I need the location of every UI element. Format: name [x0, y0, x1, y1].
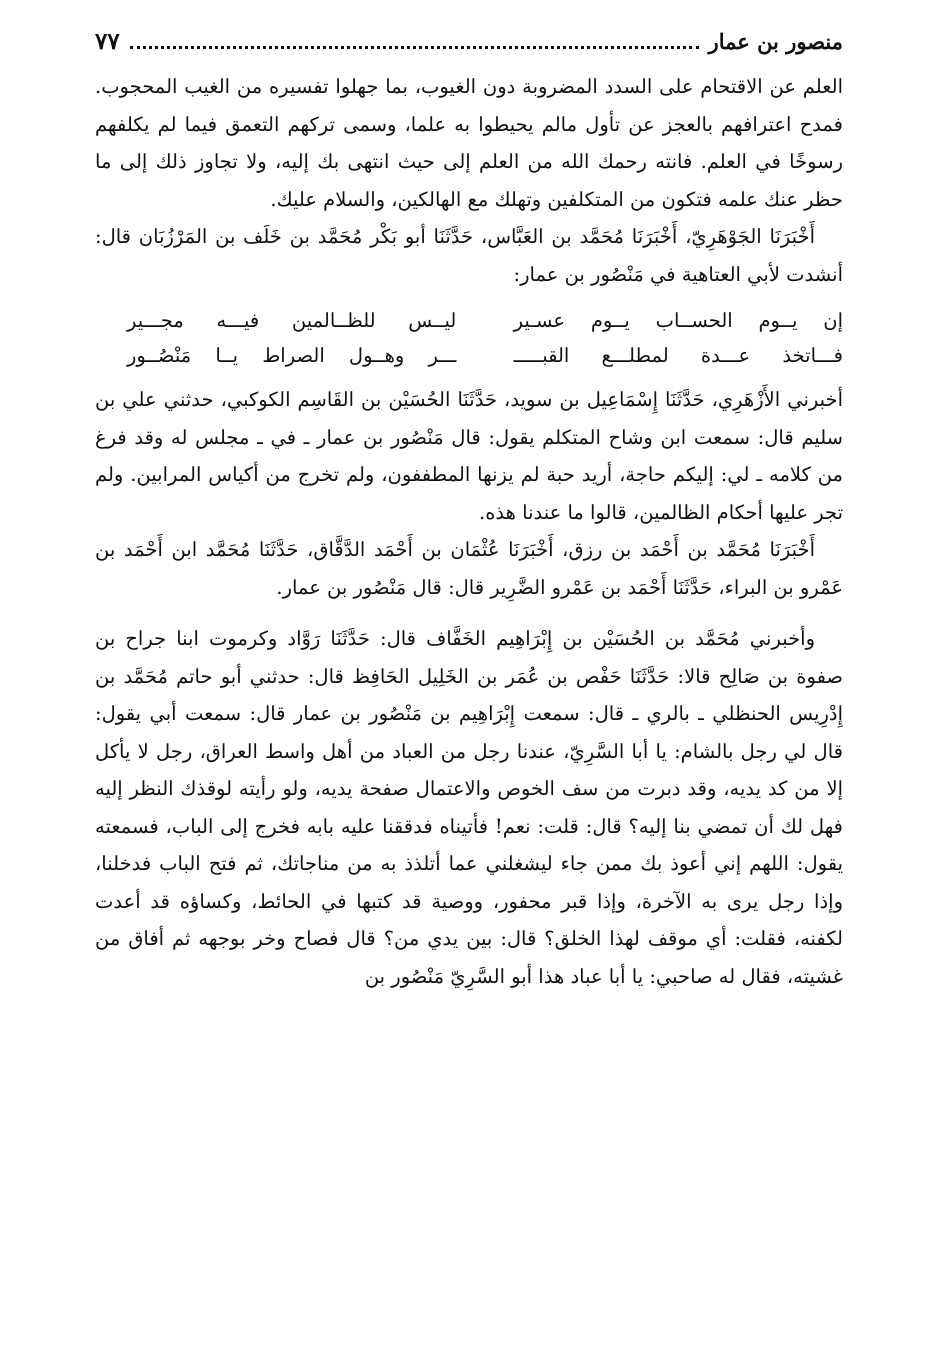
paragraph-continuation: العلم عن الاقتحام على السدد المضروبة دون الغيوب، بما جهلوا تفسيره من الغيب المحجوب. فمدح اعترافهم بالعجز عن تأول مالم يحيطوا به علما، وسمى تركهم التعمق فيما لم يكلفهم رسوخًا في العلم. فانته رحمك الله من العلم إلى حيث انتهى بك إليه، ولا تجاوز ذلك إلى ما حظر عنك علمه فتكون من المتكلفين وتهلك مع الهالكين، والسلام عليك. — [95, 75, 843, 211]
paragraph-narration: أَخْبَرَنَا الجَوْهَرِيّ، أَخْبَرَنَا مُحَمَّد بن العَبَّاس، حَدَّثَنَا أبو بَكْر مُحَمَّد بن خَلَف بن المَرْزُبَان قال: أنشدت لأبي العتاهية في مَنْصُور بن عمار: — [95, 225, 843, 286]
poem — [95, 303, 843, 373]
header-dotted-leader — [130, 34, 699, 49]
page-number: ٧٧ — [95, 28, 120, 55]
verse-second-hemistich: ليــس للظــالمين فيـــه مجـــير — [127, 309, 457, 332]
poem-verse — [95, 303, 843, 338]
book-page — [95, 28, 843, 995]
running-title: منصور بن عمار — [708, 29, 843, 54]
verse-second-hemistich: ـــر وهــول الصراط يــا مَنْصُــور — [127, 344, 457, 367]
page-header — [95, 28, 843, 68]
poem-verse — [95, 338, 843, 373]
paragraph-narration: أخبرني الأَزْهَرِي، حَدَّثَنَا إِسْمَاعِيل بن سويد، حَدَّثَنَا الحُسَيْن بن القَاسِم الكوكبي، حدثني علي بن سليم قال: سمعت ابن وشاح المتكلم يقول: قال مَنْصُور بن عمار ـ في ـ مجلس له وقد فرغ من كلامه ـ لي: إليكم حاجة، أريد حبة لم يزنها المطففون، ولم تخرج من أكياس المرابين. ولم تجر عليها أحكام الظالمين، قالوا ما عندنا هذه. — [95, 388, 843, 524]
paragraph-narration: أَخْبَرَنَا مُحَمَّد بن أَحْمَد بن رزق، أَخْبَرَنَا عُثْمَان بن أَحْمَد الدَّقَّاق، حَدَّثَنَا مُحَمَّد ابن أَحْمَد بن عَمْرو بن البراء، حَدَّثَنَا أَحْمَد بن عَمْرو الضَّرِير قال: قال مَنْصُور بن عمار. — [95, 538, 843, 599]
verse-first-hemistich: إن يــوم الحســاب يــوم عسـير — [513, 309, 843, 332]
verse-first-hemistich: فـــاتخذ عـــدة لمطلـــع القبـــــ — [513, 344, 843, 367]
paragraph-narration: وأخبرني مُحَمَّد بن الحُسَيْن بن إِبْرَاهِيم الخَفَّاف قال: حَدَّثَنَا رَوَّاد وكرموت ابنا جراح بن صفوة بن صَالِح قالا: حَدَّثَنَا حَفْص بن عُمَر بن الخَلِيل الحَافِظ قال: حدثني أبو حاتم مُحَمَّد بن إِدْرِيس الحنظلي ـ بالري ـ قال: سمعت إِبْرَاهِيم بن مَنْصُور بن عمار قال: سمعت أبي يقول: قال لي رجل بالشام: يا أبا السَّرِيّ، عندنا رجل من العباد من أهل واسط العراق، رجل لا يأكل إلا من كد يديه، وقد دبرت من سف الخوص والاعتمال صفحة يديه، ولو رأيته لوقذك النظر إليه فهل لك أن تمضي بنا إليه؟ قال: قلت: نعم! فأتيناه فدققنا عليه بابه فخرج إلى الباب، فسمعته يقول: اللهم إني أعوذ بك ممن جاء ليشغلني عما أتلذذ به من مناجاتك، ثم فتح الباب فدخلنا، وإذا رجل يرى به الآخرة، وإذا قبر محفور، ووصية قد كتبها في الحائط، وكساؤه قد أعدت لكفنه، فقلت: أي موقف لهذا الخلق؟ قال: بين يدي من؟ قال فصاح وخر بوجهه ثم أفاق من غشيته، فقال له صاحبي: يا أبا عباد هذا أبو السَّرِيّ مَنْصُور بن — [95, 627, 843, 988]
paragraph-gap — [95, 606, 843, 620]
